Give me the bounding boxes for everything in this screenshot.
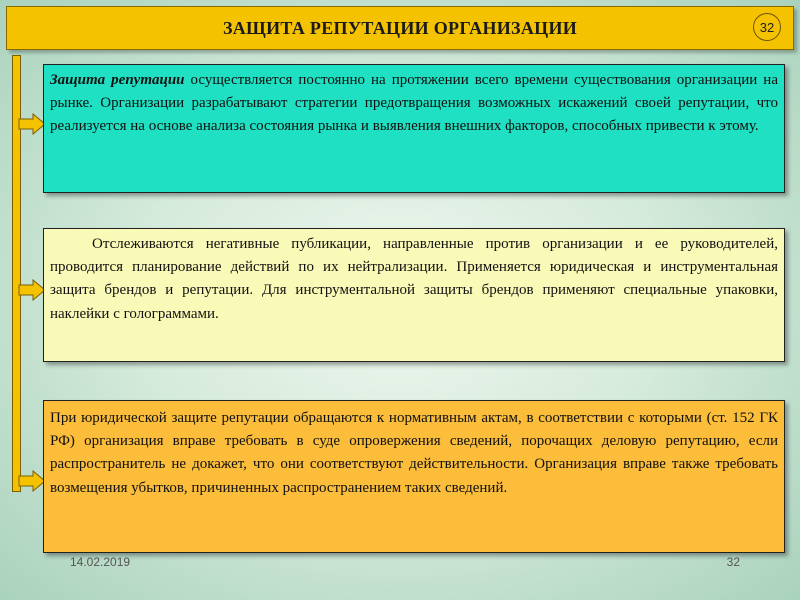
arrow-right-icon	[18, 470, 46, 492]
slide-title: ЗАЩИТА РЕПУТАЦИИ ОРГАНИЗАЦИИ	[222, 17, 578, 38]
footer-page-number: 32	[726, 555, 740, 569]
footer-date: 14.02.2019	[70, 555, 131, 569]
arrow-right-icon	[18, 113, 46, 135]
text-block-reputation-protection	[43, 64, 785, 193]
block-lead-term: Защита репутации	[50, 72, 185, 88]
slide-title-bar	[6, 6, 794, 50]
block-text: При юридической защите репутации обращаются к нормативным актам, в соответствии с которыми (ст. 152 ГК РФ) организация вправе требовать в суде опровержения сведений, порочащих деловую репутацию, если распространитель не докажет, что они соответствуют действительности. Организация вправе также требовать возмещения убытков, причиненных распространением таких сведений.	[50, 410, 778, 496]
block-text: осуществляется постоянно на протяжении всего времени существования организации на рынке. Организации разрабатывают стратегии предотвращения возможных искажений своей репутации, что реализуется на основе анализа состояния рынка и выявления внешних факторов, способных привести к этому.	[50, 72, 778, 135]
text-block-legal-protection	[43, 400, 785, 553]
slide-number-badge: 32	[753, 13, 781, 41]
text-block-monitoring	[43, 228, 785, 362]
block-text: Отслеживаются негативные публикации, направленные против организации и ее руководителей, проводится планирование действий по их нейтрализации. Применяется юридическая и инструментальная защита брендов и репутации. Для инструментальной защиты брендов применяют специальные упаковки, наклейки с голограммами.	[50, 236, 778, 322]
arrow-right-icon	[18, 279, 46, 301]
